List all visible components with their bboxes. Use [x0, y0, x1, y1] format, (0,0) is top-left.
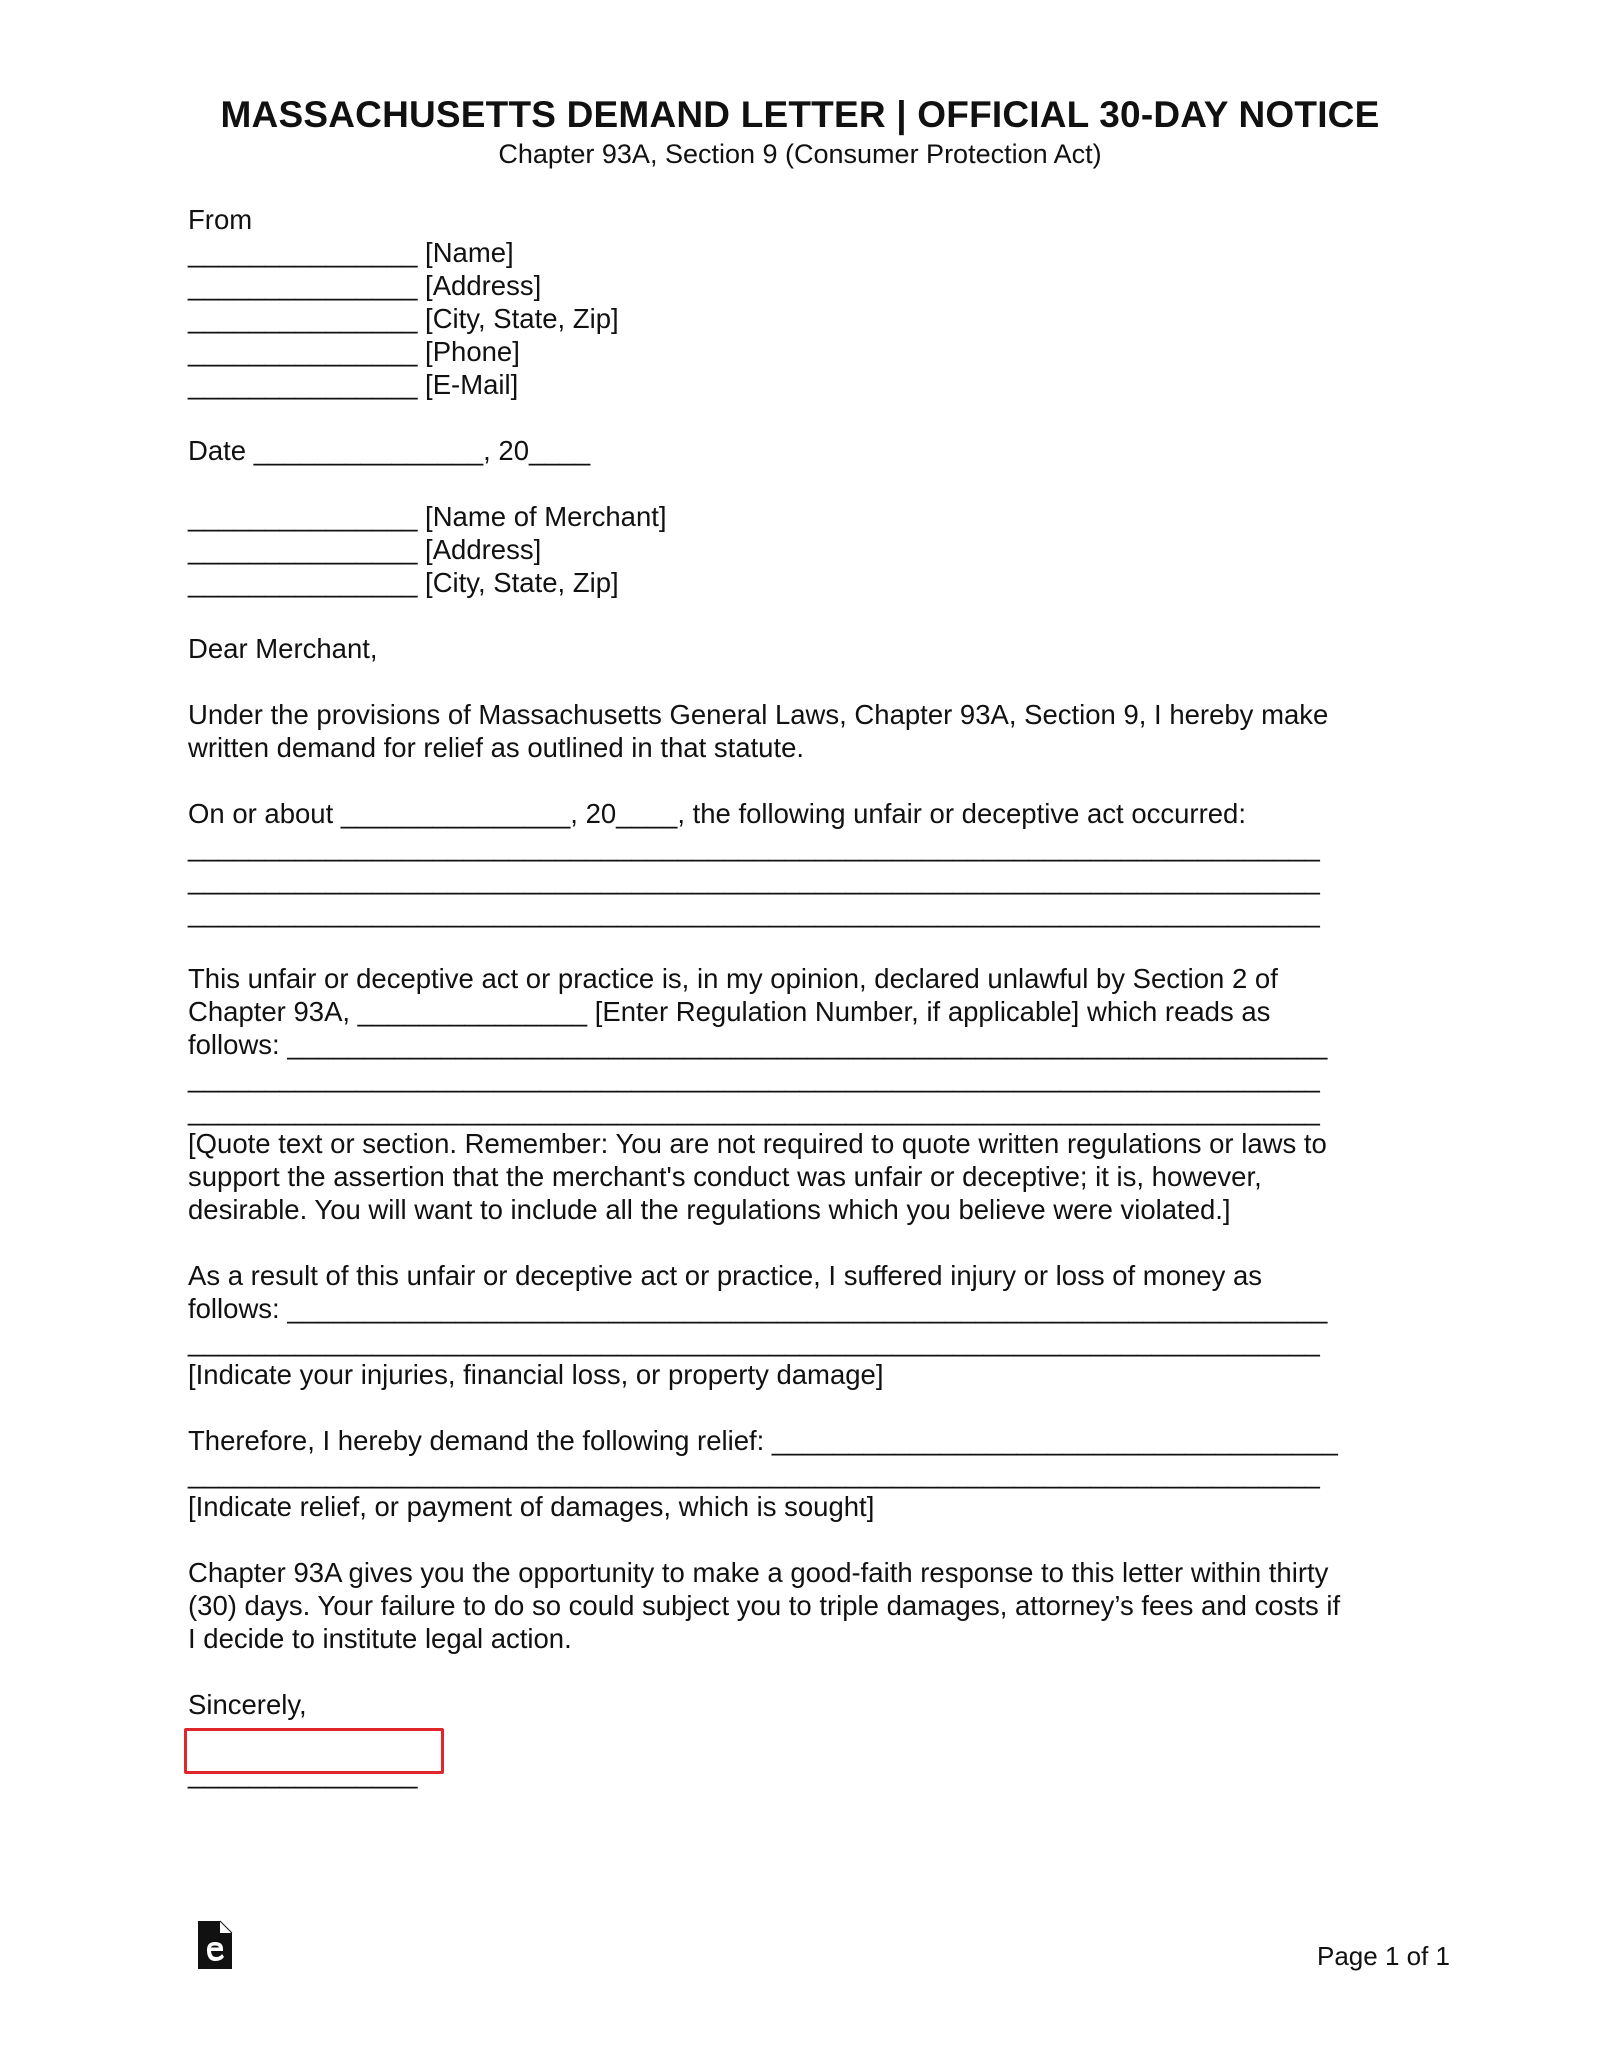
letter-body: [188, 203, 1428, 1787]
regulation-text-field[interactable]: follows: ____________________________________________________________________: [188, 1029, 1328, 1060]
occurrence-blank-line[interactable]: __________________________________________________________________________: [188, 831, 1320, 862]
intro-paragraph: [188, 698, 1428, 764]
occurrence-blank-line[interactable]: __________________________________________________________________________: [188, 897, 1320, 928]
from-label: From: [188, 204, 253, 235]
salutation-text: Dear Merchant,: [188, 633, 378, 664]
signature-line: _______________: [188, 1758, 418, 1789]
document-subtitle: Chapter 93A, Section 9 (Consumer Protection Act): [498, 139, 1102, 169]
relief-blank-line[interactable]: __________________________________________________________________________: [188, 1458, 1320, 1489]
injury-blank-line[interactable]: __________________________________________________________________________: [188, 1326, 1320, 1357]
closing: [188, 1688, 1428, 1721]
injury-line: As a result of this unfair or deceptive act or practice, I suffered injury or loss of money as: [188, 1260, 1263, 1291]
page-number: Page 1 of 1: [1317, 1941, 1450, 1971]
sender-name-field[interactable]: _______________ [Name]: [188, 237, 514, 268]
injury-paragraph: [188, 1259, 1428, 1391]
injury-instruction: [Indicate your injuries, financial loss, or property damage]: [188, 1359, 884, 1390]
salutation: [188, 632, 1428, 665]
relief-field[interactable]: Therefore, I hereby demand the following relief: _____________________________________: [188, 1425, 1338, 1456]
relief-paragraph: [188, 1424, 1428, 1523]
occurrence-date-field[interactable]: On or about _______________, 20____, the following unfair or deceptive act occurred:: [188, 798, 1246, 829]
occurrence-blank-line[interactable]: __________________________________________________________________________: [188, 864, 1320, 895]
regulation-instruction: [Quote text or section. Remember: You are not required to quote written regulations or laws to: [188, 1128, 1327, 1159]
document-title: MASSACHUSETTS DEMAND LETTER | OFFICIAL 30-DAY NOTICE: [220, 94, 1380, 135]
sender-address-field[interactable]: _______________ [Address]: [188, 270, 542, 301]
merchant-city-field[interactable]: _______________ [City, State, Zip]: [188, 567, 619, 598]
response-line: I decide to institute legal action.: [188, 1623, 572, 1654]
regulation-blank-line[interactable]: __________________________________________________________________________: [188, 1095, 1320, 1126]
regulation-instruction: support the assertion that the merchant's conduct was unfair or deceptive; it is, however,: [188, 1161, 1262, 1192]
date-block: [188, 434, 1428, 467]
occurrence-paragraph: [188, 797, 1428, 929]
regulation-instruction: desirable. You will want to include all the regulations which you believe were violated.]: [188, 1194, 1231, 1225]
merchant-address-field[interactable]: _______________ [Address]: [188, 534, 542, 565]
sender-email-field[interactable]: _______________ [E-Mail]: [188, 369, 519, 400]
signature-area: [188, 1721, 1428, 1787]
response-line: Chapter 93A gives you the opportunity to make a good-faith response to this letter within thirty: [188, 1557, 1329, 1588]
merchant-name-field[interactable]: _______________ [Name of Merchant]: [188, 501, 667, 532]
unlawful-line: This unfair or deceptive act or practice is, in my opinion, declared unlawful by Section 2 of: [188, 963, 1278, 994]
response-paragraph: [188, 1556, 1428, 1655]
regulation-number-field[interactable]: Chapter 93A, _______________ [Enter Regulation Number, if applicable] which reads as: [188, 996, 1271, 1027]
date-field[interactable]: Date _______________, 20____: [188, 435, 591, 466]
sender-city-field[interactable]: _______________ [City, State, Zip]: [188, 303, 619, 334]
regulation-blank-line[interactable]: __________________________________________________________________________: [188, 1062, 1320, 1093]
sender-phone-field[interactable]: _______________ [Phone]: [188, 336, 520, 367]
intro-line: written demand for relief as outlined in that statute.: [188, 732, 805, 763]
merchant-block: [188, 500, 1428, 599]
eforms-logo-icon: [196, 1919, 234, 1971]
intro-line: Under the provisions of Massachusetts General Laws, Chapter 93A, Section 9, I hereby make: [188, 699, 1329, 730]
closing-text: Sincerely,: [188, 1689, 307, 1720]
unlawful-paragraph: [188, 962, 1428, 1226]
response-line: (30) days. Your failure to do so could subject you to triple damages, attorney’s fees and costs if: [188, 1590, 1341, 1621]
relief-instruction: [Indicate relief, or payment of damages, which is sought]: [188, 1491, 875, 1522]
injury-field[interactable]: follows: ____________________________________________________________________: [188, 1293, 1328, 1324]
sender-block: [188, 203, 1428, 401]
